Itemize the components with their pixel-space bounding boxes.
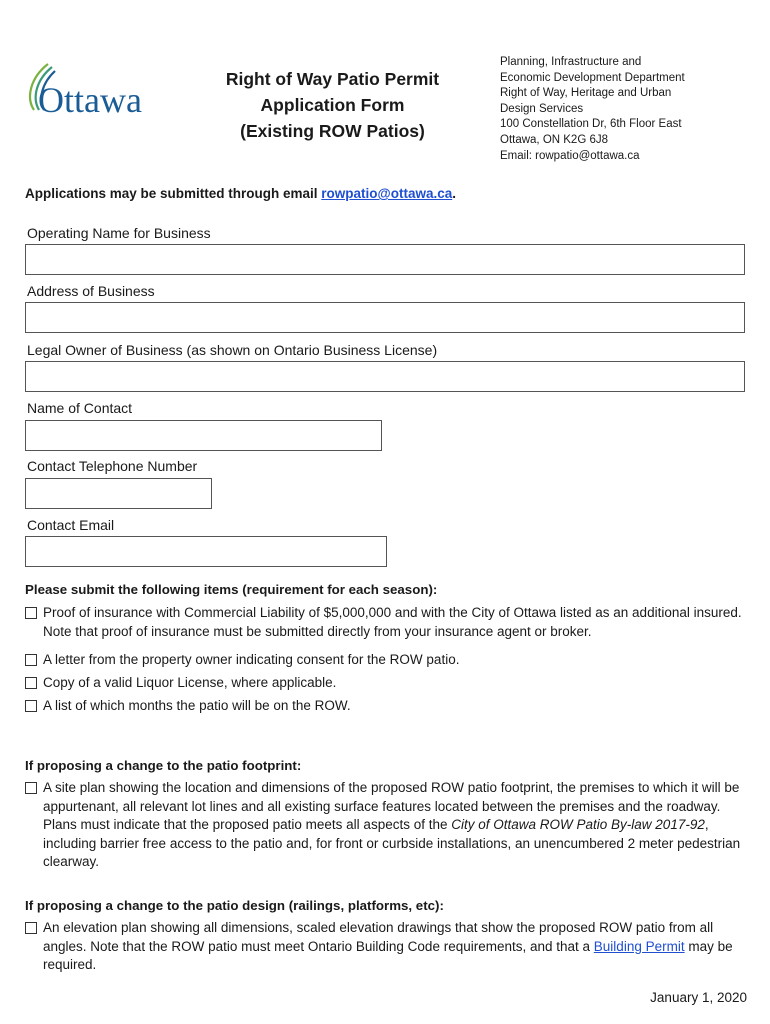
ottawa-logo — [20, 60, 155, 120]
insurance-checkbox[interactable] — [25, 607, 37, 619]
title-line: (Existing ROW Patios) — [240, 121, 425, 141]
dept-line: Ottawa, ON K2G 6J8 — [500, 133, 609, 146]
title-line: Application Form — [260, 95, 405, 115]
submission-note-suffix: . — [452, 186, 456, 201]
liquor-license-checkbox[interactable] — [25, 677, 37, 689]
contact-name-field[interactable] — [25, 420, 382, 451]
email-link[interactable]: rowpatio@ottawa.ca — [321, 186, 453, 201]
elevation-text-part: An elevation plan showing all dimensions, scaled elevation drawings that show the proposed ROW patio from all angles. Note that the ROW patio must meet Ontario Building Code requirements, and that a — [43, 920, 714, 954]
business-address-label: Address of Business — [27, 283, 155, 299]
business-name-field[interactable] — [25, 244, 745, 275]
form-title — [205, 66, 460, 144]
requirements-heading: Please submit the following items (requirement for each season): — [25, 582, 438, 597]
site-plan-text-part: A site plan showing the location and dimensions of the proposed ROW patio footprint, the premises to which it will be appurtenant, all relevant lot lines and all existing surface features located between the premises and the roadway. Plans must indicate that the proposed patio meets all aspects of the — [43, 780, 740, 833]
footprint-site-plan-item — [25, 779, 747, 872]
footprint-heading: If proposing a change to the patio footprint: — [25, 758, 302, 773]
legal-owner-field[interactable] — [25, 361, 745, 392]
dept-line: 100 Constellation Dr, 6th Floor East — [500, 118, 682, 131]
legal-owner-label: Legal Owner of Business (as shown on Ontario Business License) — [27, 342, 438, 358]
requirement-months — [25, 697, 745, 716]
contact-name-label: Name of Contact — [27, 400, 133, 416]
requirement-text: Copy of a valid Liquor License, where applicable. — [43, 675, 337, 690]
business-name-label: Operating Name for Business — [27, 225, 211, 241]
contact-phone-field[interactable] — [25, 478, 212, 509]
dept-line: Design Services — [500, 102, 584, 115]
title-line: Right of Way Patio Permit — [225, 69, 440, 89]
requirement-owner-letter — [25, 651, 745, 670]
months-checkbox[interactable] — [25, 700, 37, 712]
requirement-insurance — [25, 604, 745, 641]
dept-line: Economic Development Department — [500, 71, 685, 84]
site-plan-checkbox[interactable] — [25, 782, 37, 794]
submission-note-text: Applications may be submitted through email — [25, 186, 322, 201]
submission-note — [25, 186, 456, 201]
requirement-liquor-license — [25, 674, 745, 693]
business-address-field[interactable] — [25, 302, 745, 333]
logo-text: Ottawa — [38, 80, 142, 120]
requirement-text: Proof of insurance with Commercial Liability of $5,000,000 and with the City of Ottawa listed as an additional insured. Note that proof of insurance must be submitted directly from your insurance agent or broker. — [43, 605, 742, 639]
design-elevation-item — [25, 919, 747, 975]
site-plan-text-part: , including barrier free access to the patio and, for front or curbside installations, an unencumbered 2 meter pedestrian clearway. — [43, 817, 741, 870]
design-heading: If proposing a change to the patio design (railings, platforms, etc): — [25, 898, 444, 913]
dept-line: Email: rowpatio@ottawa.ca — [500, 149, 640, 162]
elevation-plan-text — [43, 919, 747, 975]
elevation-plan-checkbox[interactable] — [25, 922, 37, 934]
dept-line: Right of Way, Heritage and Urban — [500, 87, 672, 100]
requirement-text: A list of which months the patio will be on the ROW. — [43, 698, 351, 713]
bylaw-reference: City of Ottawa ROW Patio By-law 2017-92 — [451, 817, 705, 833]
ottawa-logo-graphic — [20, 60, 155, 120]
owner-letter-checkbox[interactable] — [25, 654, 37, 666]
contact-phone-label: Contact Telephone Number — [27, 458, 198, 474]
contact-email-label: Contact Email — [27, 517, 115, 533]
dept-line: Planning, Infrastructure and — [500, 56, 642, 68]
site-plan-text — [43, 779, 747, 872]
building-permit-link[interactable]: Building Permit — [593, 938, 685, 954]
department-info — [500, 55, 685, 164]
elevation-text-part: may be required. — [43, 938, 733, 973]
contact-email-field[interactable] — [25, 536, 387, 567]
form-date: January 1, 2020 — [650, 990, 747, 1005]
requirement-text: A letter from the property owner indicating consent for the ROW patio. — [43, 652, 460, 667]
